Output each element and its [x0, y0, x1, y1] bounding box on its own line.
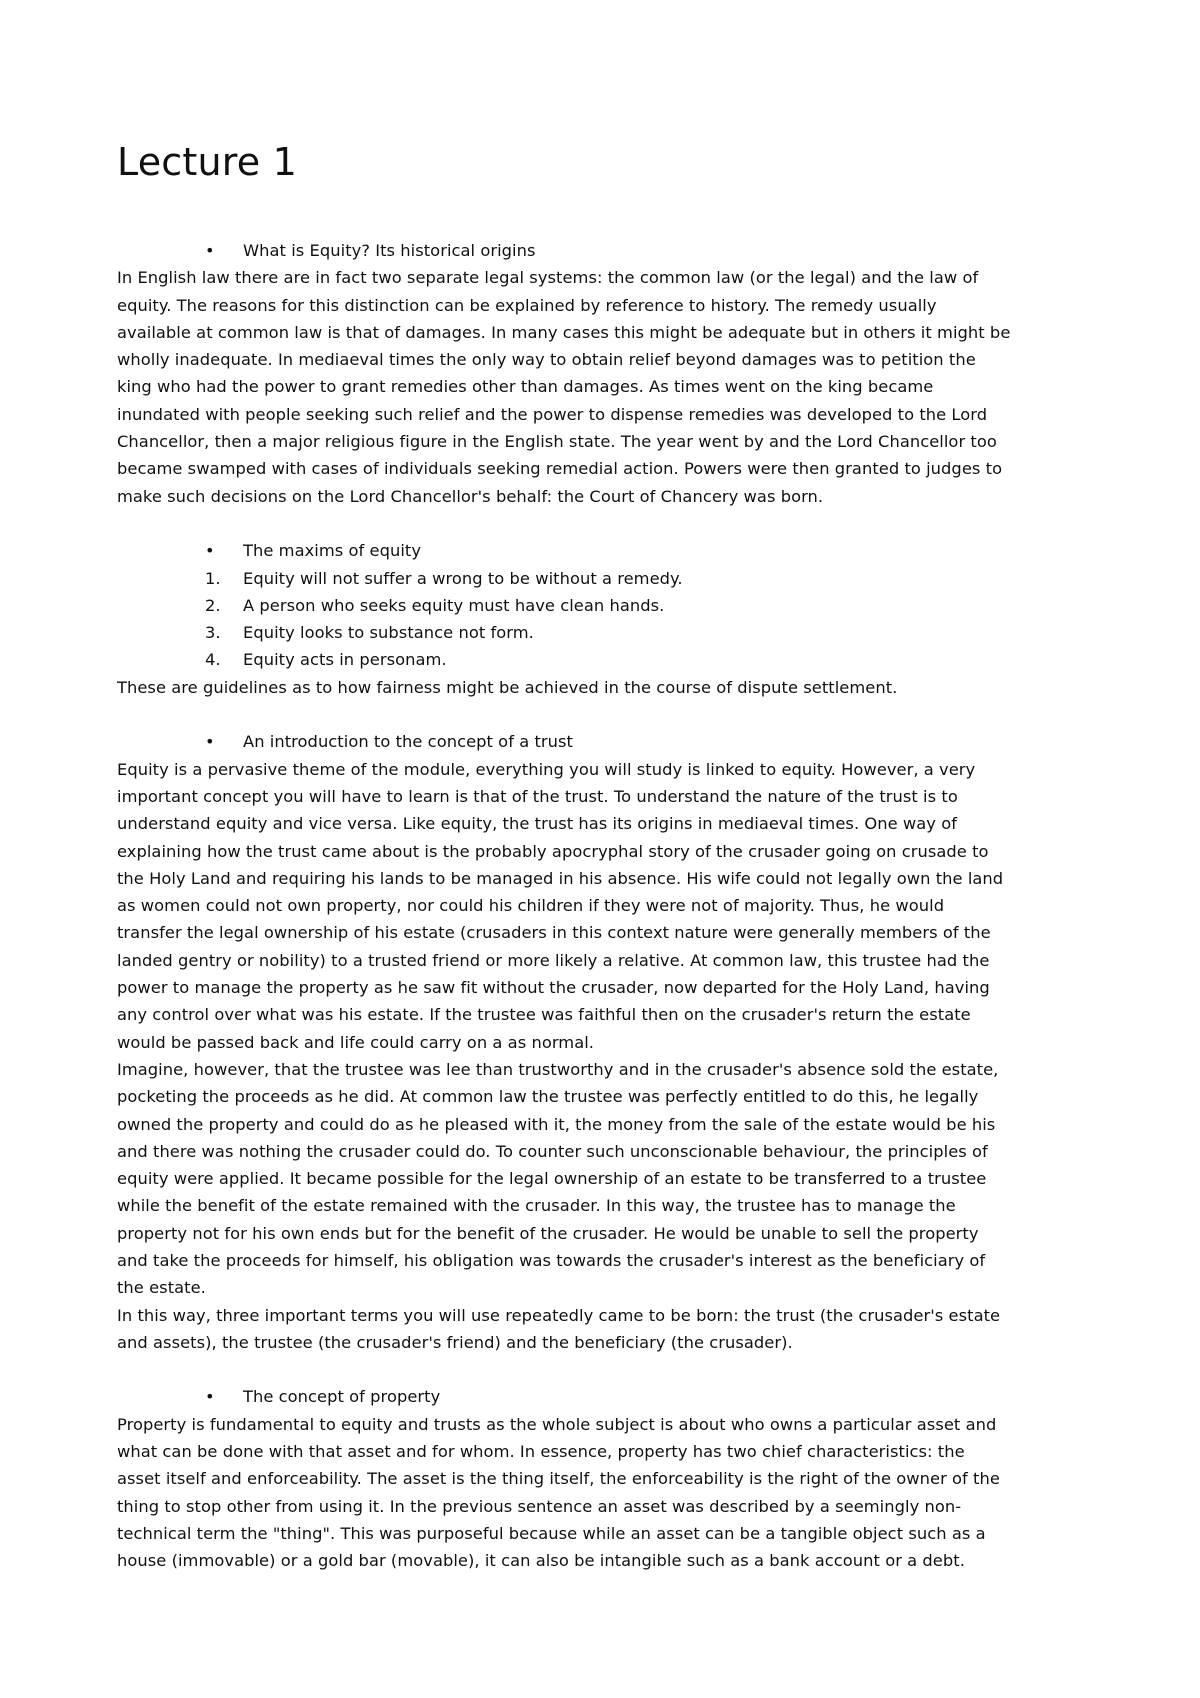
numbered-list-item: [117, 592, 1087, 619]
section-heading-bullet: [117, 1383, 1087, 1410]
page-title: Lecture 1: [117, 140, 297, 184]
paragraph-line: while the benefit of the estate remained with the crusader. In this way, the trustee has to manage the: [117, 1196, 956, 1216]
paragraph-line: as women could not own property, nor could his children if they were not of majority. Thus, he would: [117, 896, 945, 916]
paragraph-line: available at common law is that of damages. In many cases this might be adequate but in others it might be: [117, 322, 1011, 342]
paragraph-line: equity were applied. It became possible for the legal ownership of an estate to be transferred to a trustee: [117, 1169, 987, 1189]
paragraph-line: understand equity and vice versa. Like equity, the trust has its origins in mediaeval times. One way of: [117, 814, 958, 834]
bullet-icon: •: [205, 732, 215, 752]
numbered-list-item: [117, 619, 1087, 646]
paragraph-line: important concept you will have to learn is that of the trust. To understand the nature of the trust is to: [117, 786, 958, 806]
bullet-icon: •: [205, 241, 215, 260]
list-number: 4.: [205, 650, 221, 670]
paragraph-line: technical term the "thing". This was purposeful because while an asset can be a tangible object such as a: [117, 1523, 986, 1543]
paragraph-line: transfer the legal ownership of his estate (crusaders in this context nature were generally members of the: [117, 923, 991, 943]
list-item-text: Equity looks to substance not form.: [243, 623, 534, 643]
bullet-icon: •: [205, 541, 215, 561]
paragraph-line: asset itself and enforceability. The asset is the thing itself, the enforceability is the right of the owner of the: [117, 1469, 1000, 1489]
paragraph-spacer: [117, 510, 1087, 537]
paragraph-line: Chancellor, then a major religious figure in the English state. The year went by and the Lord Chancellor too: [117, 432, 997, 452]
paragraph-line: Equity is a pervasive theme of the module, everything you will study is linked to equity. However, a very: [117, 759, 976, 779]
list-item-text: Equity acts in personam.: [243, 650, 447, 670]
paragraph-line: landed gentry or nobility) to a trusted friend or more likely a relative. At common law, this trustee had the: [117, 950, 990, 970]
paragraph-line: what can be done with that asset and for whom. In essence, property has two chief characteristics: the: [117, 1442, 965, 1462]
paragraph-line: and there was nothing the crusader could do. To counter such unconscionable behaviour, the principles of: [117, 1141, 988, 1161]
paragraph-spacer: [117, 701, 1087, 728]
paragraph-spacer: [117, 1356, 1087, 1383]
section-heading: The maxims of equity: [243, 541, 422, 561]
numbered-list-item: [117, 565, 1087, 592]
paragraph-line: the Holy Land and requiring his lands to be managed in his absence. His wife could not legally own the land: [117, 868, 1004, 888]
section-heading-bullet: [117, 237, 1087, 264]
section-heading: What is Equity? Its historical origins: [243, 241, 536, 260]
paragraph-line: power to manage the property as he saw fit without the crusader, now departed for the Holy Land, having: [117, 978, 990, 998]
list-item-text: A person who seeks equity must have clean hands.: [243, 595, 665, 615]
paragraph-line: explaining how the trust came about is the probably apocryphal story of the crusader going on crusade to: [117, 841, 989, 861]
paragraph-line: would be passed back and life could carry on a as normal.: [117, 1032, 595, 1052]
paragraph-line: owned the property and could do as he pleased with it, the money from the sale of the estate would be his: [117, 1114, 996, 1134]
list-number: 1.: [205, 568, 221, 588]
numbered-list-item: [117, 646, 1087, 673]
bullet-icon: •: [205, 1387, 215, 1407]
paragraph-line: thing to stop other from using it. In the previous sentence an asset was described by a seemingly non-: [117, 1496, 962, 1516]
paragraph-line: any control over what was his estate. If the trustee was faithful then on the crusader's return the estate: [117, 1005, 971, 1025]
list-number: 3.: [205, 623, 221, 643]
paragraph-line: inundated with people seeking such relief and the power to dispense remedies was developed to the Lord: [117, 404, 988, 424]
paragraph-line: Imagine, however, that the trustee was lee than trustworthy and in the crusader's absence sold the estate,: [117, 1059, 999, 1079]
paragraph-line: the estate.: [117, 1278, 206, 1298]
paragraph-line: These are guidelines as to how fairness might be achieved in the course of dispute settlement.: [117, 677, 898, 697]
paragraph-line: In English law there are in fact two separate legal systems: the common law (or the legal) and the law of: [117, 268, 979, 288]
paragraph-line: Property is fundamental to equity and trusts as the whole subject is about who owns a particular asset and: [117, 1414, 997, 1434]
paragraph-line: became swamped with cases of individuals seeking remedial action. Powers were then granted to judges to: [117, 459, 1003, 479]
paragraph-line: make such decisions on the Lord Chancellor's behalf: the Court of Chancery was born.: [117, 486, 824, 506]
section-heading-bullet: [117, 537, 1087, 564]
paragraph-line: pocketing the proceeds as he did. At common law the trustee was perfectly entitled to do this, he legally: [117, 1087, 979, 1107]
document-body: [117, 237, 1087, 1575]
list-number: 2.: [205, 595, 221, 615]
paragraph-line: equity. The reasons for this distinction can be explained by reference to history. The remedy usually: [117, 295, 937, 315]
section-heading-bullet: [117, 728, 1087, 755]
list-item-text: Equity will not suffer a wrong to be without a remedy.: [243, 568, 683, 588]
paragraph-line: and assets), the trustee (the crusader's friend) and the beneficiary (the crusader).: [117, 1332, 793, 1352]
section-heading: The concept of property: [243, 1387, 441, 1407]
paragraph-line: In this way, three important terms you will use repeatedly came to be born: the trust (the crusader's estate: [117, 1305, 1001, 1325]
section-heading: An introduction to the concept of a trust: [243, 732, 573, 752]
paragraph-line: property not for his own ends but for the benefit of the crusader. He would be unable to sell the property: [117, 1223, 979, 1243]
paragraph-line: king who had the power to grant remedies other than damages. As times went on the king became: [117, 377, 934, 397]
paragraph-line: house (immovable) or a gold bar (movable), it can also be intangible such as a bank account or a debt.: [117, 1551, 965, 1571]
paragraph-line: and take the proceeds for himself, his obligation was towards the crusader's interest as the beneficiary of: [117, 1250, 986, 1270]
paragraph-line: wholly inadequate. In mediaeval times the only way to obtain relief beyond damages was to petition the: [117, 350, 976, 370]
